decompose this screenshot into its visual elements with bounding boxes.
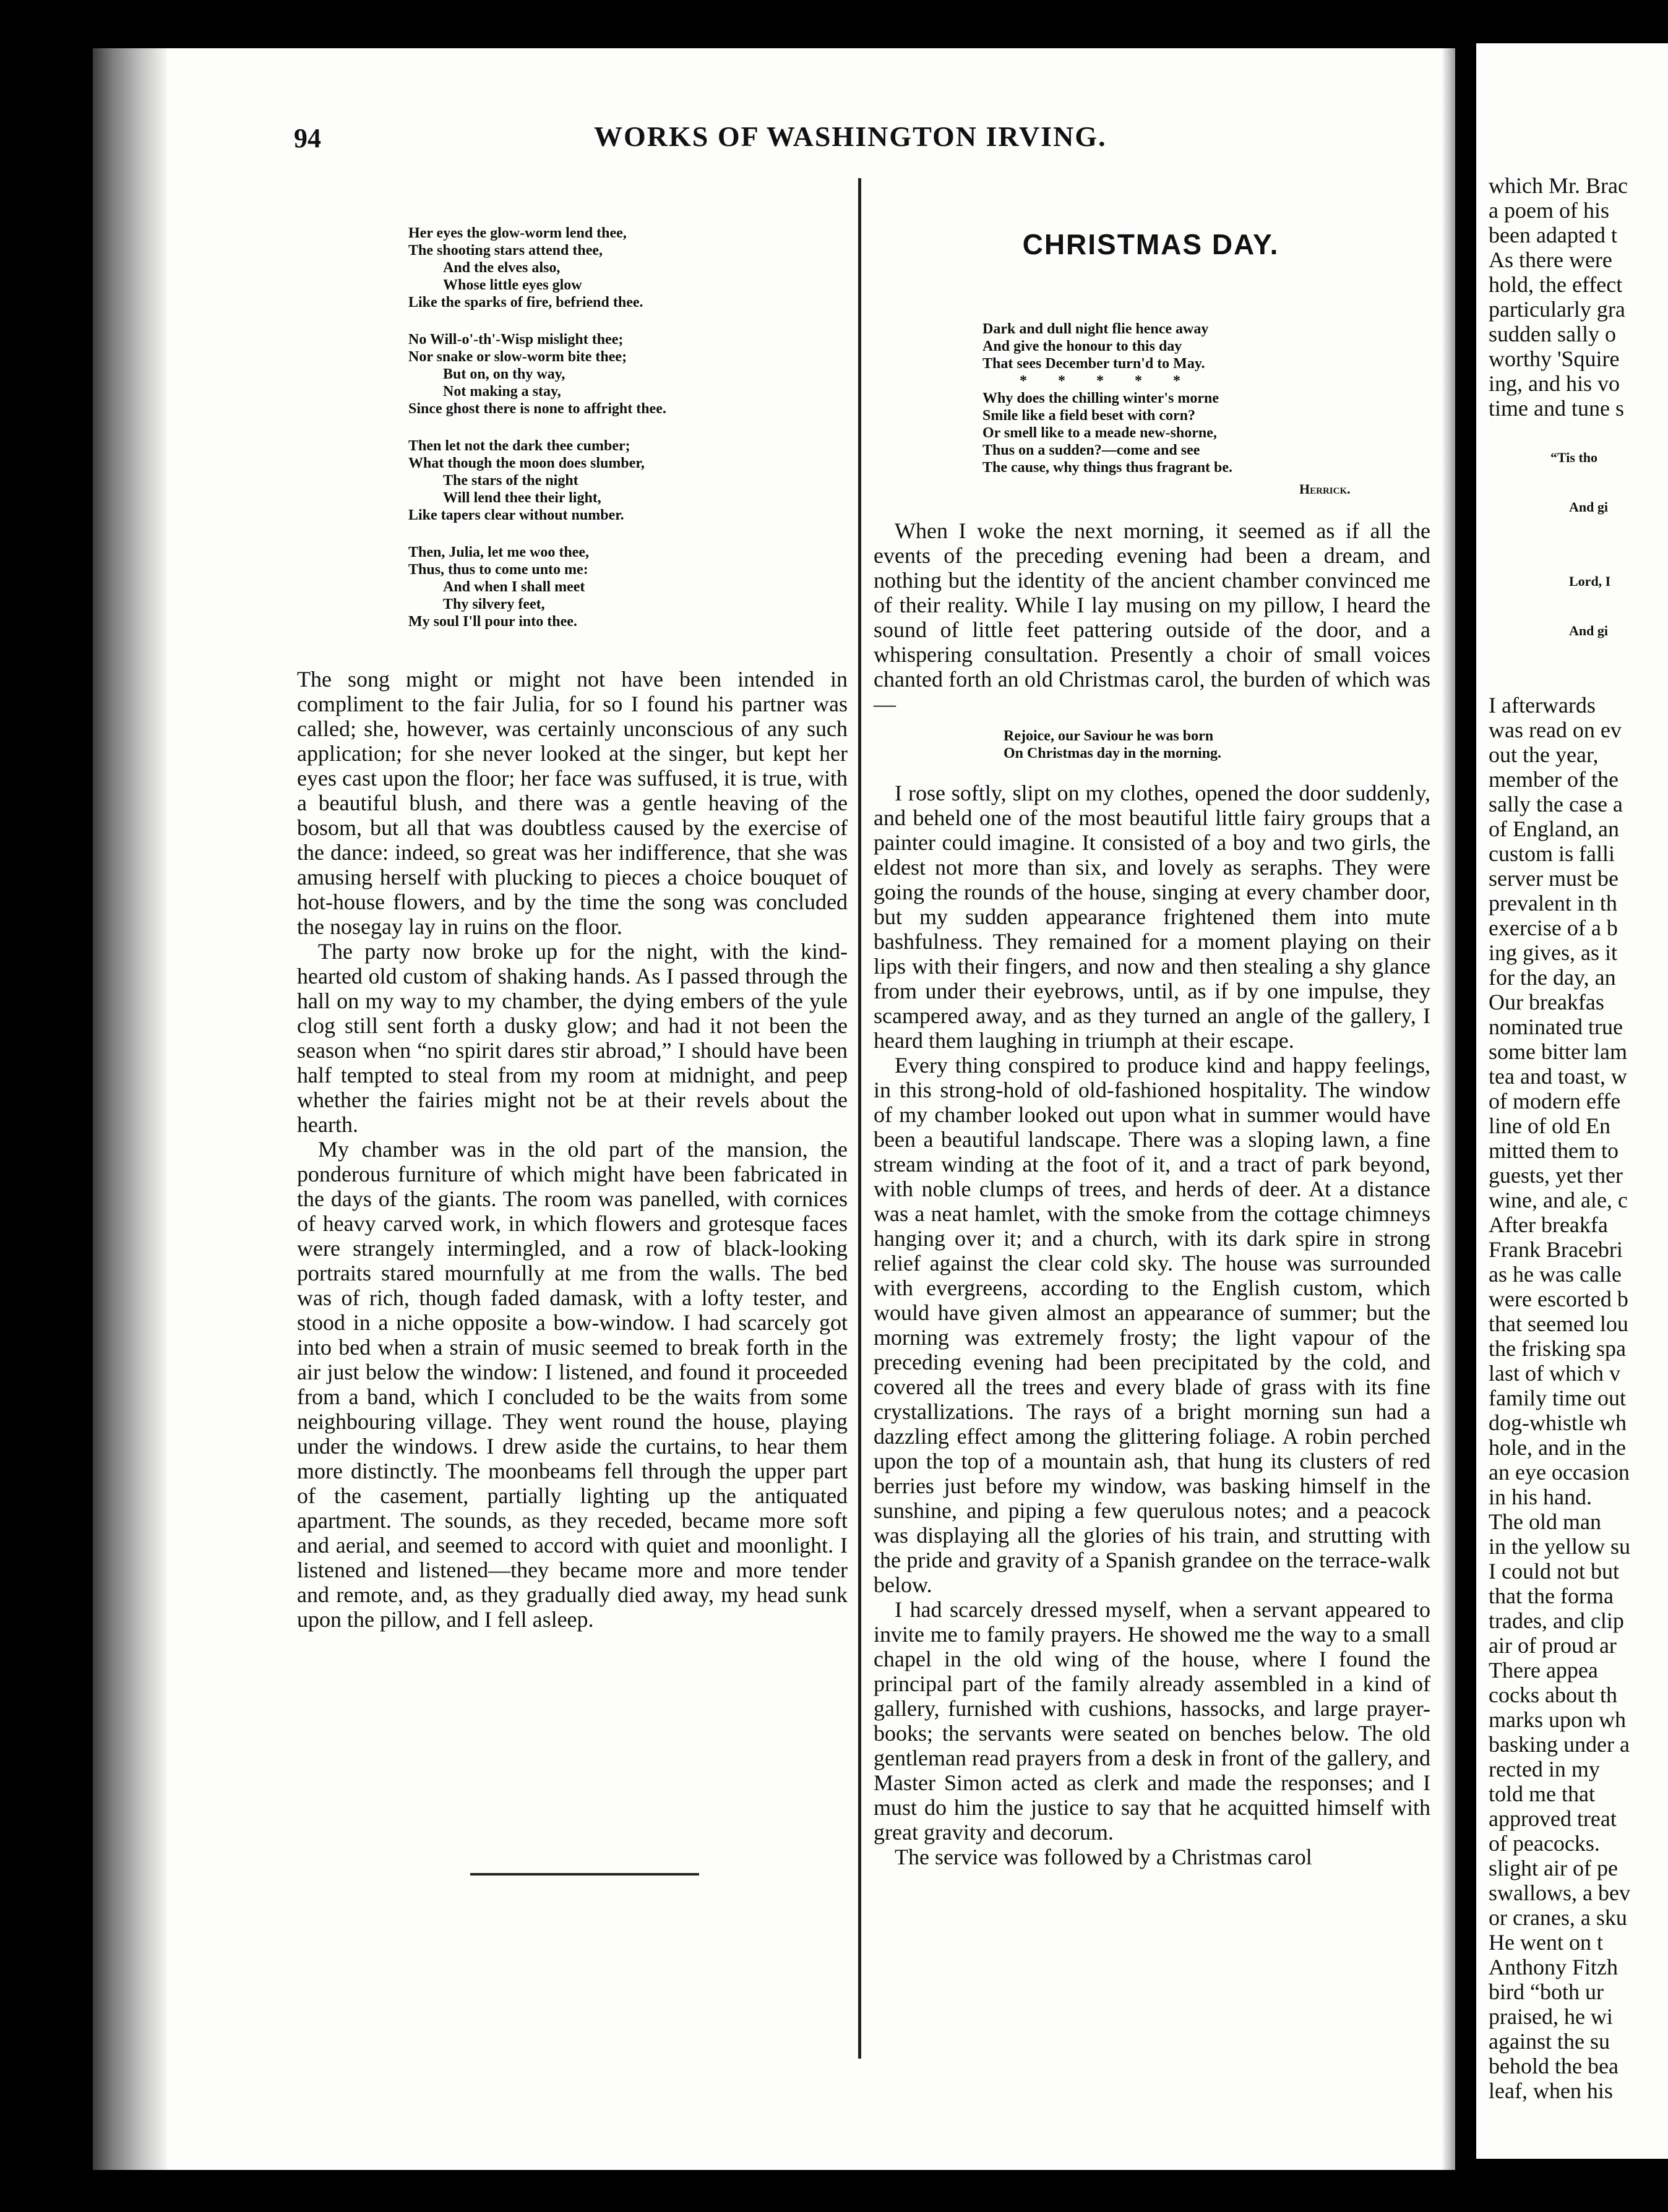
right-page-text <box>1489 173 1630 2103</box>
text-line: ing gives, as it <box>1489 940 1617 965</box>
text-line: the frisking spa <box>1489 1336 1626 1361</box>
paragraph: The song might or might not have been intended in compliment to the fair Julia, for so I found his partner was called; she, however, was certainly unconscious of any such application; for she never looked at the singer, but kept her eyes cast upon the floor; her face was suffused, it is true, with a beautiful blush, and there was a gentle heaving of the bosom, but all that was doubtless caused by the exercise of the dance: indeed, so great was her indifference, that she was amusing herself with plucking to pieces a choice bouquet of hot-house flowers, and by the time the song was concluded the nosegay lay in ruins on the floor. <box>297 667 848 939</box>
poem-line: That sees December turn'd to May. <box>982 356 1205 372</box>
text-line <box>1489 643 1630 668</box>
text-line: was read on ev <box>1489 718 1622 742</box>
text-line <box>1489 421 1630 445</box>
text-line: As there were <box>1489 247 1612 272</box>
poem-line: Whose little eyes glow <box>443 277 582 293</box>
text-line: member of the <box>1489 767 1619 792</box>
poem-line: And give the honour to this day <box>982 338 1182 354</box>
epigraph-poem <box>982 320 1416 476</box>
poem-line: Nor snake or slow-worm bite thee; <box>408 349 627 365</box>
right-page-fragment <box>1476 43 1668 2159</box>
text-line: Our breakfas <box>1489 990 1604 1014</box>
page-header <box>93 116 1455 160</box>
column-divider <box>858 178 861 2059</box>
text-line <box>1489 594 1630 619</box>
text-line <box>1489 544 1630 569</box>
text-line: swallows, a bev <box>1489 1880 1630 1905</box>
text-line: which Mr. Brac <box>1489 173 1628 198</box>
text-line: slight air of pe <box>1489 1856 1618 1880</box>
text-line <box>1489 470 1630 495</box>
text-line: in the yellow su <box>1489 1534 1630 1559</box>
text-line: basking under a <box>1489 1732 1630 1757</box>
poem-line: Her eyes the glow-worm lend thee, <box>408 225 627 241</box>
paragraph: When I woke the next morning, it seemed as if all the events of the preceding evening had been a dream, and nothing but the identity of the ancient chamber convinced me of their reality. While I lay musing on my pillow, I heard the sound of little feet pattering outside of the door, and a whispering consultation. Presently a choir of small voices chanted forth an old Christmas carol, the burden of which was— <box>874 518 1430 716</box>
chapter-end-rule <box>470 1873 699 1875</box>
poem-line: Thus on a sudden?—come and see <box>982 442 1200 458</box>
epigraph-attribution: Herrick. <box>1299 481 1351 497</box>
text-line: family time out <box>1489 1386 1626 1410</box>
text-line: marks upon wh <box>1489 1707 1626 1732</box>
poem-line: No Will-o'-th'-Wisp mislight thee; <box>408 332 624 348</box>
text-line: against the su <box>1489 2029 1610 2054</box>
text-line: time and tune s <box>1489 396 1624 421</box>
poem-line: Like the sparks of fire, befriend thee. <box>408 294 643 311</box>
text-line: of peacocks. <box>1489 1831 1600 1856</box>
text-line: told me that <box>1489 1781 1595 1806</box>
text-line: out the year, <box>1489 742 1599 767</box>
text-line: in his hand. <box>1489 1485 1592 1509</box>
paragraph: I rose softly, slipt on my clothes, opened the door suddenly, and beheld one of the most beautiful little fairy groups that a painter could imagine. It consisted of a boy and two girls, the eldest not more than six, and lovely as seraphs. They were going the rounds of the house, singing at every chamber door, but my sudden appearance frightened them into mute bashfulness. They remained for a moment playing on their lips with their fingers, and now and then stealing a shy glance from under their eyebrows, until, as if by one impulse, they scampered away, and as they turned an angle of the gallery, I heard them laughing in triumph at their escape. <box>874 781 1430 1053</box>
text-line: leaf, when his <box>1489 2078 1613 2103</box>
text-line: approved treat <box>1489 1806 1617 1831</box>
text-line: behold the bea <box>1489 2054 1619 2078</box>
julia-poem <box>408 225 841 630</box>
paragraph: My chamber was in the old part of the mansion, the ponderous furniture of which might have been fabricated in the days of the giants. The room was panelled, with cornices of heavy carved work, in which flowers and grotesque faces were strangely intermingled, and a row of black-looking portraits stared mournfully at me from the walls. The bed was of rich, though faded damask, with a lofty tester, and stood in a niche opposite a bow-window. I had scarcely got into bed when a strain of music seemed to break forth in the air just below the window: I listened, and found it proceeded from a band, which I concluded to be the waits from some neighbouring village. They went round the house, playing under the windows. I drew aside the curtains, to hear them more distinctly. The moonbeams fell through the upper part of the casement, partially lighting up the antiquated apartment. The sounds, as they receded, became more soft and aerial, and seemed to accord with quiet and moonlight. I listened and listened—they became more and more tender and remote, and, as they gradually died away, my head sunk upon the pillow, and I fell asleep. <box>297 1137 848 1632</box>
carol-line: On Christmas day in the morning. <box>1004 745 1222 761</box>
text-line: ing, and his vo <box>1489 371 1620 396</box>
text-line: that seemed lou <box>1489 1311 1628 1336</box>
text-line: rected in my <box>1489 1757 1600 1781</box>
poem-line: Dark and dull night flie hence away <box>982 321 1209 337</box>
text-line: as he was calle <box>1489 1262 1622 1287</box>
stanza-gap <box>408 418 841 437</box>
text-line: mitted them to <box>1489 1138 1619 1163</box>
text-line: After breakfa <box>1489 1212 1608 1237</box>
text-line: an eye occasion <box>1489 1460 1630 1485</box>
poem-line: Why does the chilling winter's morne <box>982 390 1219 406</box>
poem-line: Will lend thee their light, <box>443 490 601 506</box>
text-line: bird “both ur <box>1489 1979 1604 2004</box>
page-gutter <box>1455 0 1476 2212</box>
poem-line: Then, Julia, let me woo thee, <box>408 544 589 560</box>
text-line: tea and toast, w <box>1489 1064 1627 1089</box>
page-binding-shadow <box>93 48 167 2170</box>
poem-line: Then let not the dark thee cumber; <box>408 438 630 454</box>
text-line: And gi <box>1569 499 1608 515</box>
text-line: that the forma <box>1489 1584 1614 1608</box>
paragraph: The party now broke up for the night, with the kind-hearted old custom of shaking hands. As I passed through the hall on my way to my chamber, the dying embers of the yule clog still sent forth a dusky glow; and had it not been the season when “no spirit dares stir abroad,” I should have been half tempted to steal from my room at midnight, and peep whether the fairies might not be at their revels about the hearth. <box>297 939 848 1137</box>
paragraph: The service was followed by a Christmas carol <box>895 1845 1312 1869</box>
text-line: nominated true <box>1489 1014 1623 1039</box>
text-line: I could not but <box>1489 1559 1619 1584</box>
text-line: sally the case a <box>1489 792 1623 817</box>
text-line: praised, he wi <box>1489 2004 1613 2029</box>
poem-line: My soul I'll pour into thee. <box>408 614 577 630</box>
text-line: exercise of a b <box>1489 915 1618 940</box>
text-line: Anthony Fitzh <box>1489 1955 1619 1979</box>
carol-line: Rejoice, our Saviour he was born <box>1004 728 1214 744</box>
text-line: dog-whistle wh <box>1489 1410 1627 1435</box>
text-line: line of old En <box>1489 1113 1610 1138</box>
text-line: were escorted b <box>1489 1287 1628 1311</box>
poem-line: Smile like a field beset with corn? <box>982 408 1195 424</box>
text-line: sudden sally o <box>1489 322 1616 346</box>
text-line: “Tis tho <box>1550 450 1598 465</box>
left-page <box>93 48 1455 2170</box>
text-line: cocks about th <box>1489 1683 1617 1707</box>
text-line: custom is falli <box>1489 841 1615 866</box>
text-line: for the day, an <box>1489 965 1616 990</box>
poem-line: Not making a stay, <box>443 384 561 400</box>
ornament-stars: * * * * * <box>1020 373 1194 389</box>
text-line: a poem of his <box>1489 198 1609 223</box>
paragraph: I had scarcely dressed myself, when a servant appeared to invite me to family prayers. He showed me the way to a small chapel in the old wing of the house, where I found the principal part of the family already assembled in a kind of gallery, furnished with cushions, hassocks, and large prayer-books; the servants were seated on benches below. The old gentleman read prayers from a desk in front of the gallery, and Master Simon acted as clerk and made the responses; and I must do him the justice to say that he acquitted himself with great gravity and decorum. <box>874 1597 1430 1845</box>
text-line: The old man <box>1489 1509 1601 1534</box>
text-line: or cranes, a sku <box>1489 1905 1627 1930</box>
text-line: I afterwards <box>1489 693 1596 718</box>
poem-line: What though the moon does slumber, <box>408 455 645 471</box>
poem-line: Like tapers clear without number. <box>408 507 624 523</box>
page-edge-shadow <box>1442 48 1455 2170</box>
poem-line: Or smell like to a meade new-shorne, <box>982 425 1217 441</box>
chapter-title: CHRISTMAS DAY. <box>1022 228 1279 260</box>
text-line: air of proud ar <box>1489 1633 1617 1658</box>
poem-line: The shooting stars attend thee, <box>408 242 603 259</box>
text-line <box>1489 668 1630 693</box>
text-line: particularly gra <box>1489 297 1625 322</box>
poem-line: Thy silvery feet, <box>443 596 545 612</box>
paragraph: Every thing conspired to produce kind and happy feelings, in this strong-hold of old-fashioned hospitality. The window of my chamber looked out upon what in summer would have been a beautiful landscape. There was a sloping lawn, a fine stream winding at the foot of it, and a tract of park beyond, with noble clumps of trees, and herds of deer. At a distance was a neat hamlet, with the smoke from the cottage chimneys hanging over it; and a church, with its dark spire in strong relief against the clear cold sky. The house was surrounded with evergreens, according to the English custom, which would have given almost an appearance of summer; but the morning was extremely frosty; the light vapour of the preceding evening had been precipitated by the cold, and covered all the trees and every blade of grass with its fine crystallizations. The rays of a bright morning sun had a dazzling effect among the glittering foliage. A robin perched upon the top of a mountain ash, that hung its clusters of red berries just before my window, was basking himself in the sunshine, and piping a few querulous notes; and a peacock was displaying all the glories of his train, and strutting with the pride and gravity of a Spanish grandee on the terrace-walk below. <box>874 1053 1430 1597</box>
text-line: There appea <box>1489 1658 1598 1683</box>
text-line: And gi <box>1569 623 1608 638</box>
text-line: last of which v <box>1489 1361 1620 1386</box>
running-title: WORKS OF WASHINGTON IRVING. <box>594 121 1107 152</box>
text-line: hold, the effect <box>1489 272 1623 297</box>
text-line: trades, and clip <box>1489 1608 1624 1633</box>
poem-line: The cause, why things thus fragrant be. <box>982 460 1233 476</box>
text-line: prevalent in th <box>1489 891 1617 915</box>
poem-line: The stars of the night <box>443 473 578 489</box>
text-line: guests, yet ther <box>1489 1163 1623 1188</box>
text-line: hole, and in the <box>1489 1435 1626 1460</box>
left-column-text <box>297 667 848 1632</box>
text-line: wine, and ale, c <box>1489 1188 1628 1212</box>
poem-line: But on, on thy way, <box>443 366 565 382</box>
text-line: been adapted t <box>1489 223 1617 247</box>
text-line: Frank Bracebri <box>1489 1237 1623 1262</box>
text-line: server must be <box>1489 866 1619 891</box>
page-number: 94 <box>294 123 321 153</box>
text-line: He went on t <box>1489 1930 1603 1955</box>
carol-quote <box>874 716 1430 781</box>
text-line: of modern effe <box>1489 1089 1621 1113</box>
stanza-gap <box>408 311 841 331</box>
stanza-gap <box>408 524 841 544</box>
poem-line: And when I shall meet <box>443 579 585 595</box>
text-line: Lord, I <box>1569 573 1611 589</box>
middle-column-text <box>874 518 1430 1869</box>
text-line: some bitter lam <box>1489 1039 1627 1064</box>
poem-line: And the elves also, <box>443 260 561 276</box>
poem-line: Thus, thus to come unto me: <box>408 562 588 578</box>
text-line: worthy 'Squire <box>1489 346 1620 371</box>
text-line: of England, an <box>1489 817 1619 841</box>
poem-line: Since ghost there is none to affright thee. <box>408 401 666 417</box>
text-line <box>1489 520 1630 544</box>
